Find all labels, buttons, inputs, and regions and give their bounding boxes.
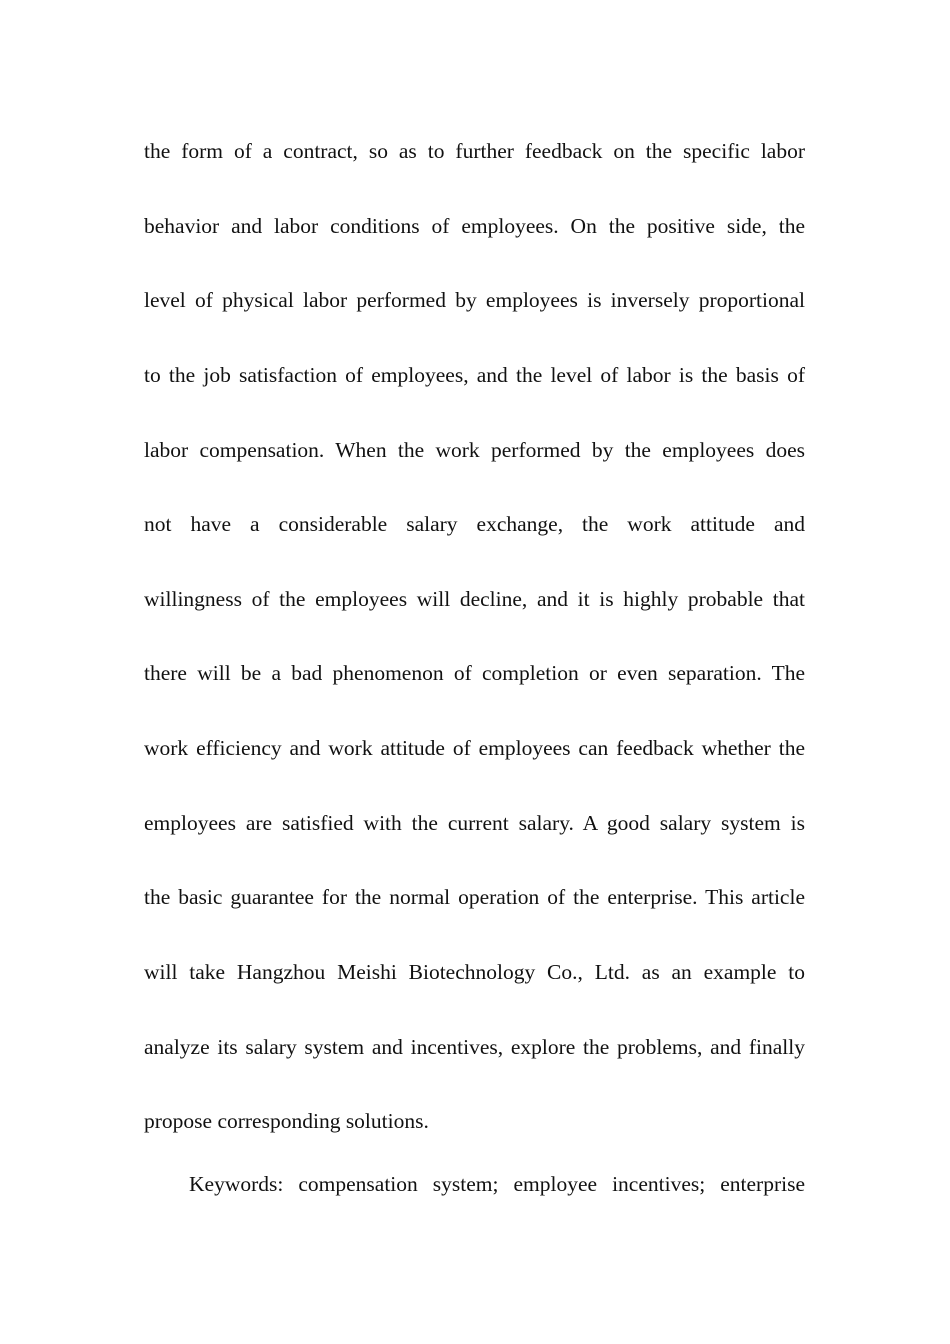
body-text-line: labor compensation. When the work performed by the employees does (144, 438, 805, 462)
body-text-line: the form of a contract, so as to further feedback on the specific labor (144, 139, 805, 163)
body-text-line: level of physical labor performed by employees is inversely proportional (144, 288, 805, 312)
keywords-line: Keywords: compensation system; employee incentives; enterprise (189, 1172, 805, 1196)
body-text-line: not have a considerable salary exchange, the work attitude and (144, 512, 805, 536)
body-text-line: work efficiency and work attitude of employees can feedback whether the (144, 736, 805, 760)
body-text-line: will take Hangzhou Meishi Biotechnology Co., Ltd. as an example to (144, 960, 805, 984)
body-text-line: behavior and labor conditions of employees. On the positive side, the (144, 214, 805, 238)
body-text-line: to the job satisfaction of employees, and the level of labor is the basis of (144, 363, 805, 387)
body-text-line: employees are satisfied with the current salary. A good salary system is (144, 811, 805, 835)
body-text-line: analyze its salary system and incentives, explore the problems, and finally (144, 1035, 805, 1059)
body-text-line: there will be a bad phenomenon of completion or even separation. The (144, 661, 805, 685)
body-text-line: propose corresponding solutions. (144, 1109, 429, 1133)
body-text-line: the basic guarantee for the normal operation of the enterprise. This article (144, 885, 805, 909)
body-text-line: willingness of the employees will decline, and it is highly probable that (144, 587, 805, 611)
